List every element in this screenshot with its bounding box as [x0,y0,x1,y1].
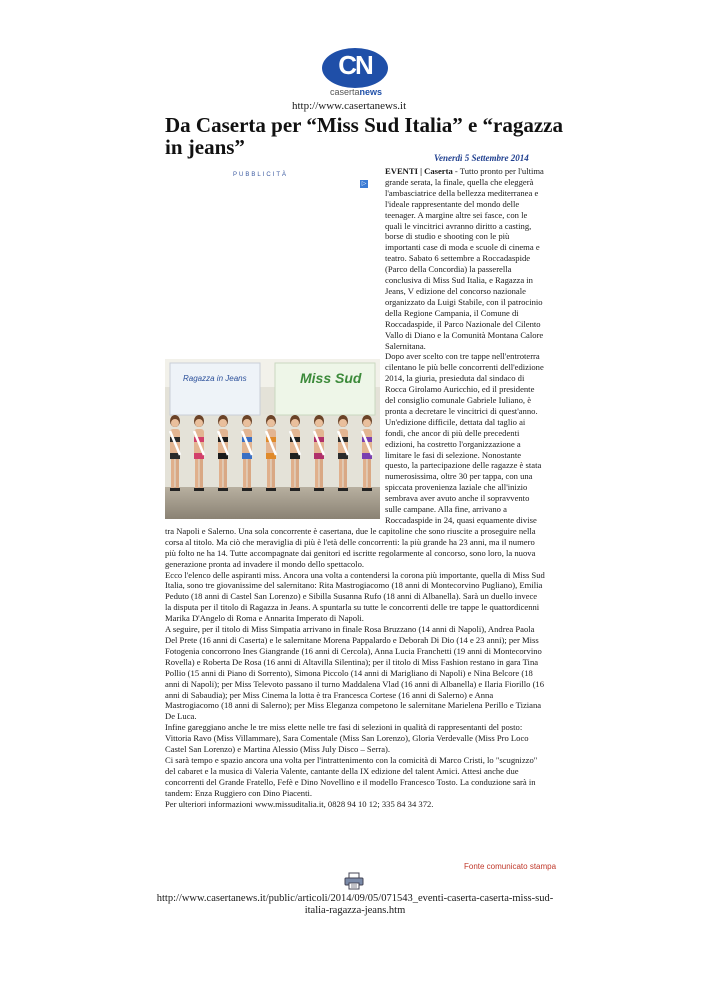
casertanews-logo[interactable] [318,48,392,98]
article-paragraph-6: Ci sarà tempo e spazio ancora una volta per l'intrattenimento con la comicità di Marco Cristi, lo "scugnizzo" del cabaret e la musica di Valeria Valente, cantante della IX edizione del talent Amici. Attesi anche due concorrenti del Grande Fratello, Fefè e Dino Novellino e il modello Francesco Tosto. La conduzione sarà in tandem: Enza Ruggiero con Dino Piacenti. [165,754,538,798]
article-headline: Da Caserta per “Miss Sud Italia” e “ragazza in jeans” [165,113,563,159]
article-paragraph-1: EVENTI | Caserta - Tutto pronto per l'ultima grande serata, la finale, quella che eleggerà l'ambasciatrice della bellezza mediterranea e l'ideale rappresentante del mondo delle teenager. A margine altre sei fasce, con le quali le vincitrici avranno diritto a casting, borse di studio e shooting con le più importanti case di moda e scuole di cinema e teatro. Sabato 6 settembre a Roccadaspide (Parco della Concordia) la passerella conclusiva di Miss Sud Italia, e Ragazza in Jeans, V edizione del concorso nazionale organizzato da Luigi Stabile, con il patrocinio della Regione Campania, il Comune di Roccadaspide, il Parco Nazionale del Cilento Vallo di Diano e la Comunità Montana Calore Salernitana. [385,166,544,351]
banner-right-text: Miss Sud [300,370,362,386]
article-paragraph-7: Per ulteriori informazioni www.missuditalia.it, 0828 94 10 12; 335 84 34 372. [165,798,434,809]
site-url[interactable]: http://www.casertanews.it [292,100,407,112]
article-body [165,166,545,809]
article-paragraph-5: Infine gareggiano anche le tre miss elette nelle tre fasi di selezioni in qualità di rappresentanti del posto: Vittoria Ravo (Miss Villammare), Sara Comentale (Miss San Lorenzo), Gloria Verdevalle (Miss Pro Loco Castel San Lorenzo) e Martina Alessio (Miss July Disco – Serra). [165,722,529,755]
article-category: EVENTI | Caserta [385,166,453,176]
logo-brand: casertanews [329,87,383,97]
article-date: Venerdì 5 Settembre 2014 [434,153,529,163]
advertising-label: PUBBLICITÀ [233,172,289,178]
adchoices-icon[interactable]: ▷ [361,181,367,187]
layout-spacer [165,166,385,521]
printer-icon[interactable] [344,872,364,890]
article-paragraph-2: Dopo aver scelto con tre tappe nell'entroterra cilentano le più belle concorrenti dell'edizione 2014, la giuria, presieduta dal sindaco di Rocca Girolamo Auricchio, ed il presidente del consiglio comunale Gabriele Iuliano, è pronta a decretare le vincitrici di quest'anno. Un'edizione difficile, dettata dal taglio ai fondi, che ancor di più delle precedenti edizioni, ha costretto l'organizzazione a limitare le fasi di selezione. Nonostante questo, la partecipazione delle ragazze è stata numerosissima, oltre 30 per tappa, con una spiccata provenienza laziale che all'inizio sembrava aver avuto anche il sopravvento sulle campane. Alla fine, arrivano a Roccadaspide in 24, quasi equamente divise tra Napoli e Salerno. Una sola concorrente è casertana, due le capitoline che sono riuscite a proseguire nella corsa al titolo. Ma ciò che meraviglia di più è l'età delle concorrenti: la più grande ha 23 anni, ma il numero più folto ne ha 14. Tutte accompagnate dai genitori ed iscritte regolarmente al concorso, sono loro, la nuova generazione pronta ad invadere il mondo dello spettacolo. [165,351,544,569]
article-paragraph-4: A seguire, per il titolo di Miss Simpatia arrivano in finale Rosa Bruzzano (14 anni di Napoli), Andrea Paola Del Prete (16 anni di Caserta) e le salernitane Morena Pappalardo e Deborah Di Dio (14 e 23 anni); per Miss Fotogenia concorrono Ines Giangrande (16 anni di Cercola), Anna Lucia Franchetti (19 anni di Montecorvino Rovella) e Roberta De Rosa (16 anni di Altavilla Silentina); per il titolo di Miss Fashion restano in gara Tina Pollio (15 anni di Piano di Sorrento), Simona Piccolo (14 anni di Marigliano di Napoli) e Nina Belcore (18 anni di Napoli); per Miss Televoto passano il turno Maddalena Vlad (16 anni di Albanella) e Ilaria Fiorillo (16 anni di Sabaudia); per Miss Cinema la lotta è tra Francesca Cortese (16 anni di Salerno) e Anna Mastrogiacomo (18 anni di Salerno); per Miss Eleganza competono le salernitane Marielena Perillo e Tiziana De Luca. [165,624,545,722]
source-credit: Fonte comunicato stampa [464,862,557,871]
banner-left-text: Ragazza in Jeans [183,374,247,383]
logo-letters: CN [338,50,372,80]
article-url[interactable]: http://www.casertanews.it/public/articoli/2014/09/05/071543_eventi-caserta-caserta-miss-sud-italia-ragazza-jeans.htm [156,893,554,916]
article-paragraph-3: Ecco l'elenco delle aspiranti miss. Ancora una volta a contendersi la corona più importante, quella di Miss Sud Italia, sono tre giovanissime del salernitano: Rita Mastrogiacomo (18 anni di Montecorvino Pugliano), Emilia Peduto (18 anni di Castel San Lorenzo) e Sibilla Susanna Rufo (18 anni di Albanella). Sarà un duello invece la disputa per il titolo di Ragazza in Jeans. A spuntarla su tutte le concorrenti delle tre tappe le quattordicenni Marika D'Angelo di Roma e Annarita Imperato di Napoli. [165,569,545,624]
